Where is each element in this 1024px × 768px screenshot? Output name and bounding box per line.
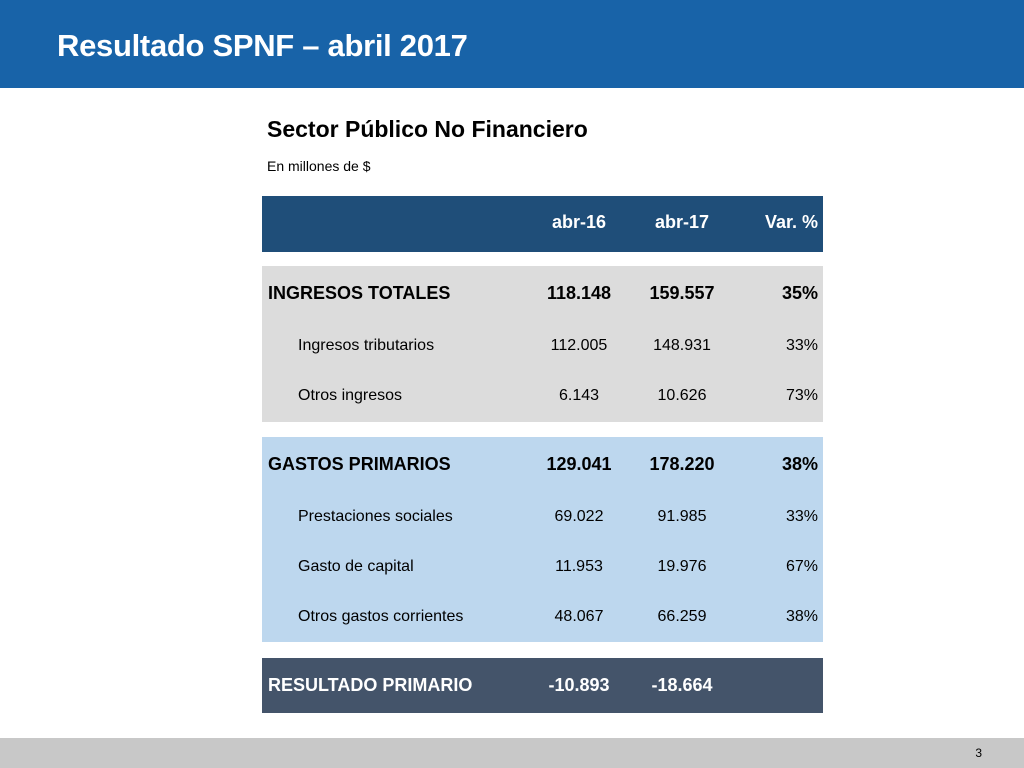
- row-label: INGRESOS TOTALES: [268, 283, 451, 303]
- ingresos-block: [262, 266, 823, 422]
- value-abr17: 91.985: [657, 508, 707, 525]
- value-abr17: 159.557: [649, 283, 715, 303]
- value-abr16: 69.022: [554, 508, 604, 525]
- resultado-block: [262, 658, 823, 713]
- row-label: Prestaciones sociales: [298, 508, 453, 525]
- section-title: Sector Público No Financiero: [267, 116, 588, 142]
- row-label: Otros ingresos: [298, 387, 403, 404]
- row-label: Otros gastos corrientes: [298, 608, 464, 625]
- value-var: 73%: [785, 387, 818, 404]
- value-var: 33%: [785, 337, 818, 354]
- slide-title: Resultado SPNF – abril 2017: [57, 28, 468, 63]
- value-abr17: 178.220: [649, 454, 715, 474]
- value-var: 38%: [785, 608, 818, 625]
- footer-bar: [0, 738, 1024, 768]
- title-bar: [0, 0, 1024, 88]
- value-var: 33%: [785, 508, 818, 525]
- gastos-block: [262, 437, 823, 642]
- value-abr17: 66.259: [657, 608, 707, 625]
- column-header-abr17: abr-17: [654, 212, 710, 232]
- section-subtitle: En millones de $: [267, 158, 371, 174]
- row-label: Gasto de capital: [298, 558, 414, 575]
- table-header: [262, 196, 823, 252]
- value-abr16: 129.041: [546, 454, 612, 474]
- value-var: 38%: [781, 454, 818, 474]
- value-abr17: 148.931: [653, 337, 711, 354]
- row-label: GASTOS PRIMARIOS: [268, 454, 451, 474]
- value-abr17: 10.626: [657, 387, 707, 404]
- value-abr16: -10.893: [548, 675, 610, 695]
- value-abr16: 6.143: [558, 387, 600, 404]
- row-label: RESULTADO PRIMARIO: [268, 675, 473, 695]
- value-abr16: 112.005: [550, 337, 608, 354]
- value-abr17: -18.664: [651, 675, 713, 695]
- column-header-abr16: abr-16: [551, 212, 607, 232]
- row-label: Ingresos tributarios: [298, 337, 435, 354]
- page-number: 3: [975, 746, 982, 760]
- column-header-var: Var. %: [764, 212, 818, 232]
- value-abr16: 118.148: [546, 283, 612, 303]
- value-abr17: 19.976: [657, 558, 707, 575]
- value-abr16: 11.953: [555, 558, 603, 575]
- value-var: 67%: [785, 558, 818, 575]
- value-abr16: 48.067: [554, 608, 604, 625]
- value-var: 35%: [781, 283, 818, 303]
